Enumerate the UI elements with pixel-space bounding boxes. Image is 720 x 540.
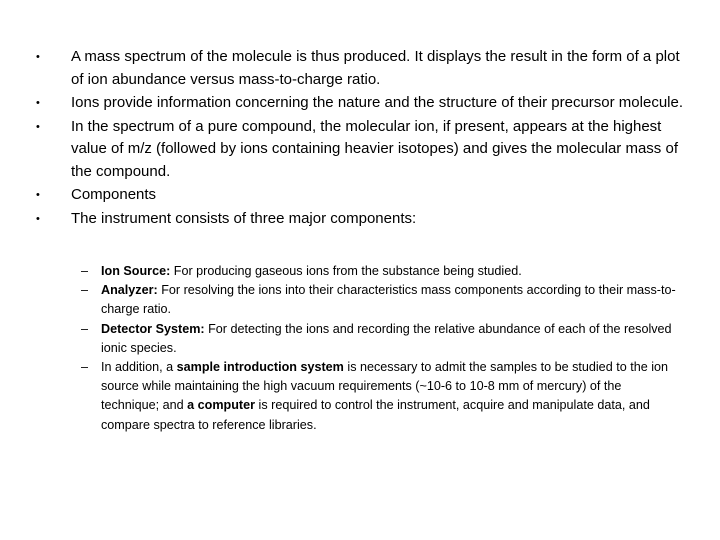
- sub-item-text: In addition, a: [101, 360, 177, 375]
- sub-item: [81, 358, 683, 435]
- sub-item-term: Analyzer:: [101, 283, 158, 298]
- component-list: [81, 262, 683, 435]
- bullet-text: Components: [71, 186, 157, 203]
- dash-icon: –: [81, 321, 89, 336]
- bullet-dot-icon: •: [36, 120, 40, 133]
- bullet-text: In the spectrum of a pure compound, the molecular ion, if present, appears at the highest value of m/z (followed by ions containing heavier isotopes) and gives the molecular mass of the compound.: [71, 117, 678, 180]
- dash-icon: –: [81, 264, 89, 278]
- bullet-text: Ions provide information concerning the nature and the structure of their precursor molecule.: [71, 94, 683, 111]
- sub-item-term: a computer: [187, 398, 256, 413]
- bullet-item: [36, 92, 686, 115]
- sub-item-text: For resolving the ions into their characteristics mass components according to their mass-to-charge ratio.: [101, 283, 676, 317]
- bullet-text: The instrument consists of three major components:: [71, 209, 417, 227]
- bullet-item: [36, 184, 686, 207]
- bullet-text: A mass spectrum of the molecule is thus produced. It displays the result in the form of a plot of ion abundance versus mass-to-charge ratio.: [71, 48, 680, 88]
- sub-item: [81, 320, 683, 358]
- sub-item-term: Detector System:: [101, 321, 205, 336]
- sub-item-term: Ion Source:: [101, 264, 171, 278]
- bullet-item: [36, 46, 686, 91]
- sub-item-term: sample introduction system: [176, 360, 344, 375]
- sub-item-text: is necessary to admit the samples to be studied to the ion source while maintaining the high vacuum requirements (~10-6 to 10-8 mm of mercury) of the technique; and: [101, 360, 669, 413]
- bullet-dot-icon: •: [36, 51, 40, 63]
- sub-item: [81, 262, 683, 281]
- dash-icon: –: [81, 360, 89, 375]
- bullet-item: [36, 116, 686, 184]
- sub-item-text: For detecting the ions and recording the relative abundance of each of the resolved ionic species.: [101, 321, 672, 355]
- bullet-dot-icon: •: [36, 189, 40, 201]
- bullet-item: [36, 208, 686, 231]
- sub-item-text: For producing gaseous ions from the substance being studied.: [170, 264, 522, 278]
- bullet-dot-icon: •: [36, 97, 40, 109]
- bullet-dot-icon: •: [36, 212, 40, 225]
- sub-item: [81, 281, 683, 319]
- bullet-list: [36, 46, 686, 231]
- sub-item-text: is required to control the instrument, acquire and manipulate data, and compare spectra to reference libraries.: [101, 398, 650, 432]
- dash-icon: –: [81, 283, 89, 298]
